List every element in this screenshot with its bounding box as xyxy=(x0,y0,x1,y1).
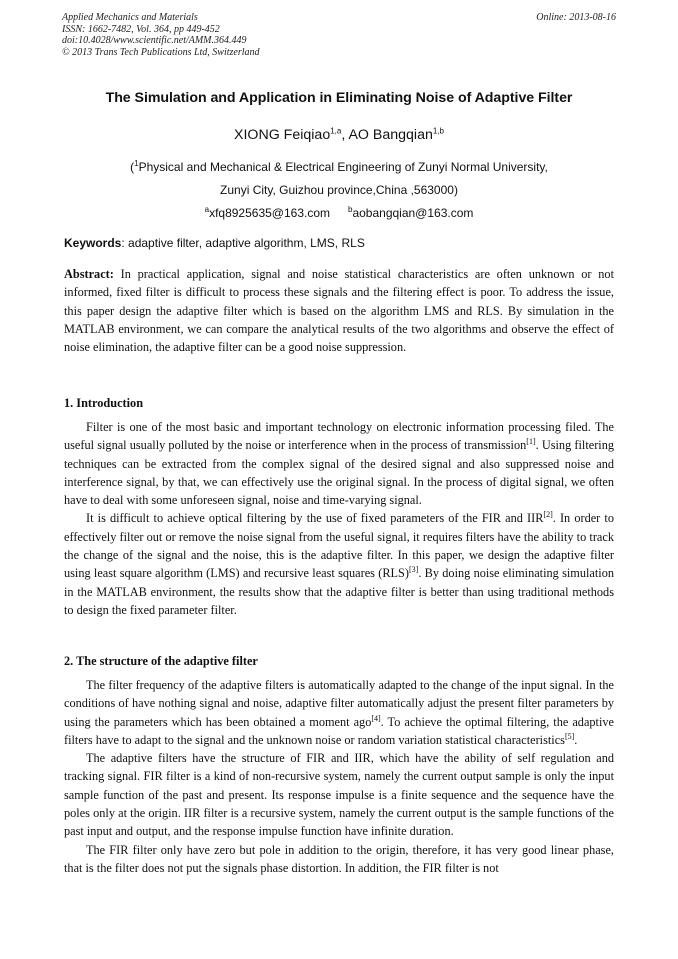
ref-2: [2] xyxy=(543,510,553,520)
intro-p2-text-a: It is difficult to achieve optical filtering by the use of fixed parameters of the FIR and IIR xyxy=(86,511,544,526)
section-heading-structure: 2. The structure of the adaptive filter xyxy=(64,654,258,668)
structure-paragraph-2: The adaptive filters have the structure of FIR and IIR, which have the ability of self regulation and tracking signal. FIR filter is a kind of non-recursive system, namely the current output sample is only the input sample function of the past and present. Its response impulse is a finite sequence and the sequence have the poles only at the origin. IIR filter is a recursive system, namely the current output is the sample functions of the past input and output, and the response impulse function have infinite duration. xyxy=(64,751,614,839)
structure-paragraph-1 xyxy=(64,676,614,749)
struct-p1-text-b: . To achieve the optimal filtering, the adaptive filters have to adapt to the signal and the unknown noise or random variation statistical characteristics xyxy=(64,714,614,747)
intro-p2-text-c: . By doing noise eliminating simulation in the MATLAB environment, the results show that the adaptive filter is better than using traditional methods to design the fixed parameter filter. xyxy=(64,566,614,617)
intro-p2-text-b: . In order to effectively filter out or remove the noise signal from the useful signal, it requires filters have the ability to track the change of the signal and the noise, this is the adaptive filter. In this paper, we design the adaptive filter using least square algorithm (LMS) and recursive least squares (RLS) xyxy=(64,511,614,581)
introduction-body xyxy=(64,418,614,619)
ref-5: [5] xyxy=(564,731,575,741)
intro-paragraph-1 xyxy=(64,418,614,509)
abstract-text: In practical application, signal and noise statistical characteristics are often unknown or not informed, fixed filter is difficult to process these signals and the filtering effect is poor. To address the issue, this paper design the adaptive filter which is based on the algorithm LMS and RLS. By simulation in the MATLAB environment, we can compare the analytical results of the two algorithms and observe the effect of noise elimination, the adaptive filter can be a good noise suppression. xyxy=(64,267,614,355)
email-b: aobangqian@163.com xyxy=(352,206,474,220)
issn-line: ISSN: 1662-7482, Vol. 364, pp 449-452 xyxy=(62,23,220,35)
online-date: Online: 2013-08-16 xyxy=(536,12,616,23)
affiliation-line-1 xyxy=(0,160,678,174)
author-2: AO Bangqian xyxy=(348,127,433,143)
aff-open-paren: ( xyxy=(130,160,135,174)
author-1-sup: 1,a xyxy=(330,126,342,136)
struct-p1-text-a: The filter frequency of the adaptive filters is automatically adapted to the change of the input signal. In the conditions of have nothing signal and noise, adaptive filter automatically adjust the present filter parameters by using the parameters which has been obtained a moment ago xyxy=(64,678,614,729)
doi-line: doi:10.4028/www.scientific.net/AMM.364.449 xyxy=(62,35,247,46)
aff-sup: 1 xyxy=(134,159,139,168)
paper-title: The Simulation and Application in Eliminating Noise of Adaptive Filter xyxy=(105,90,573,106)
structure-paragraph-3: The FIR filter only have zero but pole in addition to the origin, therefore, it has very good linear phase, that is the filter does not put the signals phase distortion. In addition, the FIR filter is not xyxy=(64,842,614,875)
keywords-label: Keywords xyxy=(64,236,122,250)
abstract-label: Abstract: xyxy=(64,267,114,281)
author-1: XIONG Feiqiao xyxy=(234,127,331,143)
intro-p1-text-a: Filter is one of the most basic and important technology on electronic information processing filed. The useful signal usually polluted by the noise or interference when in the process of transmission xyxy=(64,420,614,453)
intro-p1-text-b: . Using filtering techniques can be extracted from the complex signal of the desired signal and also suppressed noise and interference signal, by that, we can effectively use the original signal. In the process of digital signal, we often have to deal with some unforeseen signal, noise and time-varying signal. xyxy=(64,438,614,508)
author-line xyxy=(0,127,678,143)
section-heading-introduction: 1. Introduction xyxy=(64,396,144,410)
journal-name: Applied Mechanics and Materials xyxy=(62,12,198,23)
journal-header xyxy=(62,12,616,58)
ref-1: [1] xyxy=(526,437,536,447)
author-2-sup: 1,b xyxy=(432,126,444,136)
email-a: xfq8925635@163.com xyxy=(209,206,330,220)
email-a-sup: a xyxy=(204,205,210,214)
ref-4: [4] xyxy=(371,713,381,723)
affiliation-line-2: Zunyi City, Guizhou province,China ,563000) xyxy=(220,183,458,197)
structure-body xyxy=(64,676,614,877)
ref-3: [3] xyxy=(408,565,419,575)
email-line xyxy=(0,206,678,220)
author-separator: , xyxy=(341,127,349,143)
email-b-sup: b xyxy=(348,205,353,214)
abstract xyxy=(64,265,614,356)
intro-paragraph-2 xyxy=(64,509,614,619)
struct-p1-text-c: . xyxy=(574,732,578,747)
aff-line1: Physical and Mechanical & Electrical Engineering of Zunyi Normal University, xyxy=(138,160,548,174)
keywords xyxy=(64,236,365,250)
copyright-line: © 2013 Trans Tech Publications Ltd, Switzerland xyxy=(62,46,260,58)
keywords-text: : adaptive filter, adaptive algorithm, LMS, RLS xyxy=(121,236,365,250)
